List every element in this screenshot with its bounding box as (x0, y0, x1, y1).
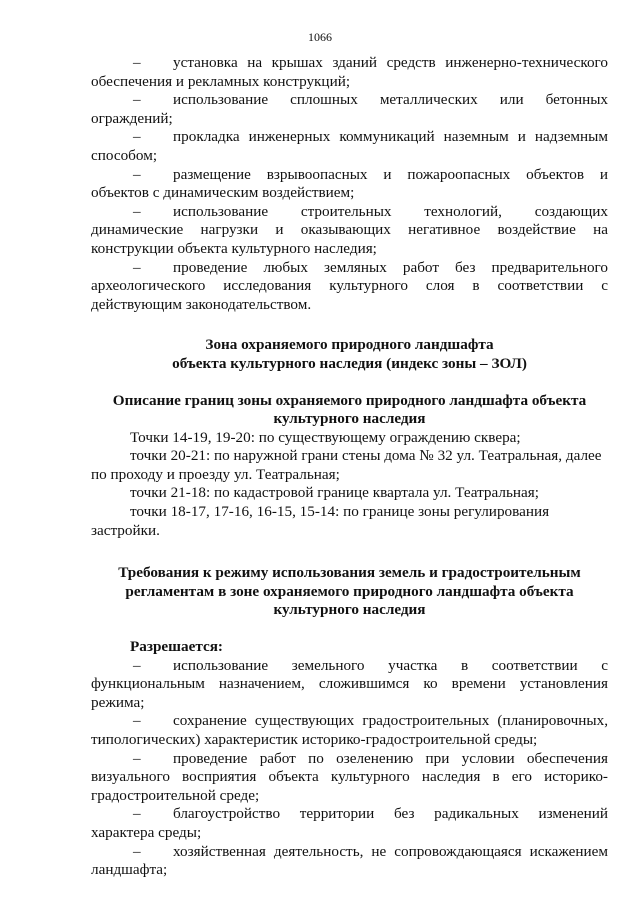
list-dash: – (133, 91, 141, 109)
document-body (91, 54, 608, 880)
list-dash: – (133, 842, 141, 860)
list-dash: – (133, 128, 141, 146)
restrictions-list (91, 54, 608, 314)
list-item-text: благоустройство территории без радикальных изменений характера среды; (91, 805, 608, 841)
list-item (91, 91, 608, 128)
list-item-text: сохранение существующих градостроительных (планировочных, типологических) характеристик историко-градостроительной среды; (91, 712, 608, 748)
list-item-text: установка на крышах зданий средств инженерно-технического обеспечения и рекламных конструкций; (91, 54, 608, 90)
list-item (91, 805, 608, 842)
list-item-text: прокладка инженерных коммуникаций наземным и надземным способом; (91, 128, 608, 164)
list-item (91, 657, 608, 713)
requirements-title: Требования к режиму использования земель и градостроительным регламентам в зоне охраняемого природного ландшафта объекта культурного наследия (118, 564, 581, 619)
boundaries-title: Описание границ зоны охраняемого природного ландшафта объекта культурного наследия (112, 391, 587, 428)
list-item (91, 712, 608, 749)
boundary-point: точки 18-17, 17-16, 16-15, 15-14: по границе зоны регулирования застройки. (91, 503, 550, 539)
list-item (91, 54, 608, 91)
list-item (91, 203, 608, 259)
list-item-text: использование сплошных металлических или бетонных ограждений; (91, 91, 608, 127)
list-dash: – (133, 805, 141, 823)
list-dash: – (133, 749, 141, 767)
list-item-text: хозяйственная деятельность, не сопровождающаяся искажением ландшафта; (91, 842, 608, 879)
list-dash: – (133, 258, 141, 276)
list-item (91, 259, 608, 315)
list-item-text: проведение работ по озеленению при условии обеспечения визуального восприятия объекта культурного наследия в его историко-градостроительной среде; (91, 749, 608, 804)
allowed-label: Разрешается: (130, 638, 223, 656)
list-dash: – (133, 54, 141, 71)
list-item (91, 750, 608, 806)
list-item-text: использование земельного участка в соответствии с функциональным назначением, сложившимся ко времени установления режима; (91, 656, 608, 711)
boundary-point: Точки 14-19, 19-20: по существующему ограждению сквера; (130, 428, 521, 446)
allowed-list (91, 657, 608, 880)
list-item (91, 166, 608, 203)
boundaries-points (91, 429, 608, 541)
zone-title-line-2: объекта культурного наследия (индекс зоны – ЗОЛ) (172, 354, 527, 372)
list-item (91, 128, 608, 165)
page-number: 1066 (308, 30, 332, 44)
list-item-text: использование строительных технологий, создающих динамические нагрузки и оказывающих негативное воздействие на конструкции объекта культурного наследия; (91, 202, 608, 257)
list-dash: – (133, 712, 141, 730)
list-item (91, 843, 608, 880)
list-item-text: проведение любых земляных работ без предварительного археологического исследования культурного слоя в соответствии с действующим законодательством. (91, 258, 608, 313)
list-dash: – (133, 656, 141, 674)
list-item-text: размещение взрывоопасных и пожароопасных объектов и объектов с динамическим воздействием; (91, 165, 608, 202)
list-dash: – (133, 202, 141, 220)
list-dash: – (133, 165, 141, 183)
zone-title-line-1: Зона охраняемого природного ландшафта (205, 336, 494, 354)
boundary-point: точки 21-18: по кадастровой границе квартала ул. Театральная; (130, 484, 539, 502)
boundary-point: точки 20-21: по наружной грани стены дома № 32 ул. Театральная, далее по проходу и проезду ул. Театральная; (91, 447, 602, 483)
